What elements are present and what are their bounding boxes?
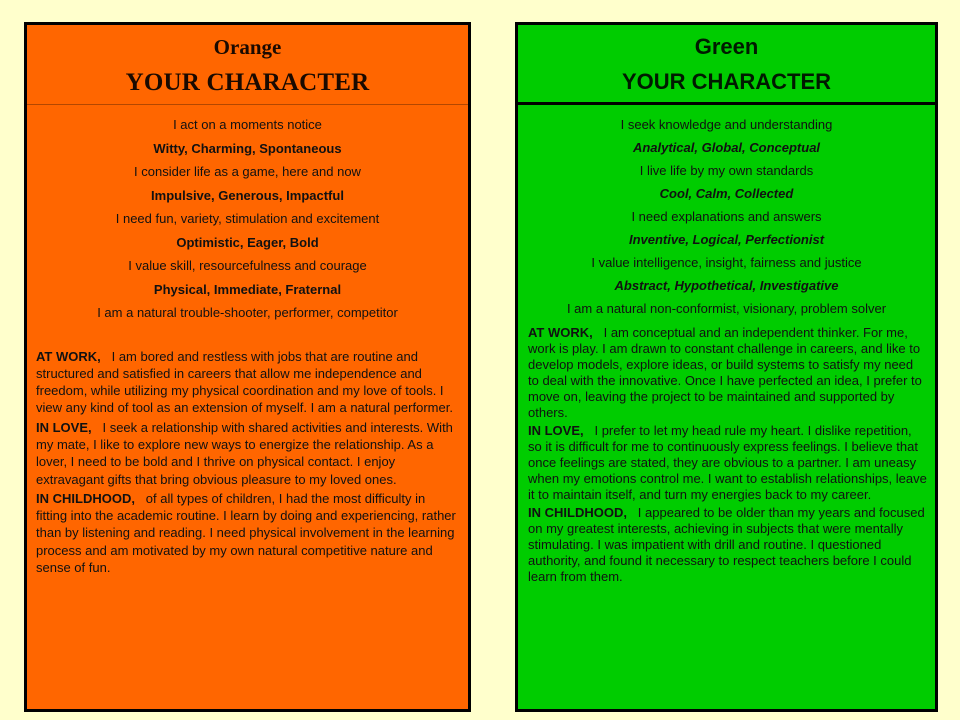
green-trait-keywords: Abstract, Hypothetical, Investigative bbox=[614, 278, 839, 293]
green-love-lead: IN LOVE, bbox=[528, 423, 584, 438]
green-trait-line: I value intelligence, insight, fairness and justice bbox=[591, 255, 862, 270]
green-trait-keywords: Cool, Calm, Collected bbox=[659, 186, 794, 201]
orange-work-paragraph bbox=[27, 348, 468, 417]
orange-trait-list bbox=[27, 105, 468, 325]
orange-character-card bbox=[24, 22, 471, 712]
green-trait-line: I seek knowledge and understanding bbox=[620, 117, 833, 132]
green-work-text: I am conceptual and an independent thinker. For me, work is play. I am drawn to constant challenge in careers, and like to develop models, explore ideas, or build systems to satisfy my need to deal with the innovative. Once I have perfected an idea, I prefer to move on, leaving the project to be maintained and supported by others. bbox=[528, 325, 922, 420]
green-childhood-lead: IN CHILDHOOD, bbox=[528, 505, 627, 520]
orange-trait-keywords: Optimistic, Eager, Bold bbox=[176, 234, 319, 250]
green-love-text: I prefer to let my head rule my heart. I dislike repetition, so it is difficult for me to continuously express feelings. I believe that once feelings are stated, they are obvious to a partner. I am uneasy when my emotions control me. I want to establish relationships, leave it to maintain itself, and turn my energies back to my career. bbox=[528, 423, 927, 502]
orange-childhood-paragraph bbox=[27, 490, 468, 576]
orange-trait-keywords: Witty, Charming, Spontaneous bbox=[153, 140, 342, 156]
orange-card-header bbox=[27, 25, 468, 105]
orange-love-paragraph bbox=[27, 419, 468, 488]
green-childhood-paragraph bbox=[518, 505, 935, 585]
orange-childhood-text: of all types of children, I had the most difficulty in fitting into the academic routine. I learn by doing and experiencing, rather than by listening and reading. I need physical involvement in the learning process and am motivated by my own natural competitive nature and sense of fun. bbox=[36, 490, 456, 576]
orange-trait-keywords: Physical, Immediate, Fraternal bbox=[153, 281, 342, 297]
green-trait-keywords: Inventive, Logical, Perfectionist bbox=[628, 232, 825, 247]
orange-trait-line: I value skill, resourcefulness and courage bbox=[128, 258, 367, 273]
orange-trait-line: I consider life as a game, here and now bbox=[134, 164, 361, 179]
green-love-paragraph bbox=[518, 423, 935, 503]
green-character-card bbox=[515, 22, 938, 712]
green-work-lead: AT WORK, bbox=[528, 325, 593, 340]
green-character-heading: YOUR CHARACTER bbox=[622, 69, 831, 94]
orange-trait-line: I am a natural trouble-shooter, performer, competitor bbox=[97, 305, 398, 320]
green-color-title: Green bbox=[694, 34, 759, 59]
orange-love-lead: IN LOVE, bbox=[36, 419, 92, 435]
green-card-header bbox=[518, 25, 935, 105]
green-work-paragraph bbox=[518, 325, 935, 421]
orange-childhood-lead: IN CHILDHOOD, bbox=[36, 490, 135, 506]
green-trait-line: I am a natural non-conformist, visionary, problem solver bbox=[566, 301, 887, 316]
green-trait-line: I need explanations and answers bbox=[631, 209, 822, 224]
orange-love-text: I seek a relationship with shared activities and interests. With my mate, I like to explore new ways to energize the relationship. As a lover, I need to be bold and I thrive on physical contact. I enjoy extravagant gifts that bring obvious pleasure to my loved ones. bbox=[36, 419, 453, 487]
green-trait-keywords: Analytical, Global, Conceptual bbox=[632, 140, 821, 155]
orange-character-heading: YOUR CHARACTER bbox=[125, 69, 370, 96]
green-trait-line: I live life by my own standards bbox=[639, 163, 814, 178]
orange-color-title: Orange bbox=[213, 35, 282, 59]
green-trait-list bbox=[518, 105, 935, 320]
orange-trait-line: I need fun, variety, stimulation and excitement bbox=[115, 211, 380, 226]
orange-work-text: I am bored and restless with jobs that are routine and structured and satisfied in careers that allow me independence and freedom, while utilizing my physical coordination and my love of tools. I view any kind of tool as an extension of myself. I am a natural performer. bbox=[36, 348, 453, 416]
orange-trait-line: I act on a moments notice bbox=[173, 117, 322, 132]
green-childhood-text: I appeared to be older than my years and focused on my greatest interests, achieving in subjects that were mentally stimulating. I was impatient with drill and routine. I questioned authority, and found it necessary to respect teachers before I could learn from them. bbox=[528, 505, 925, 584]
orange-trait-keywords: Impulsive, Generous, Impactful bbox=[151, 187, 344, 203]
orange-work-lead: AT WORK, bbox=[36, 348, 101, 364]
